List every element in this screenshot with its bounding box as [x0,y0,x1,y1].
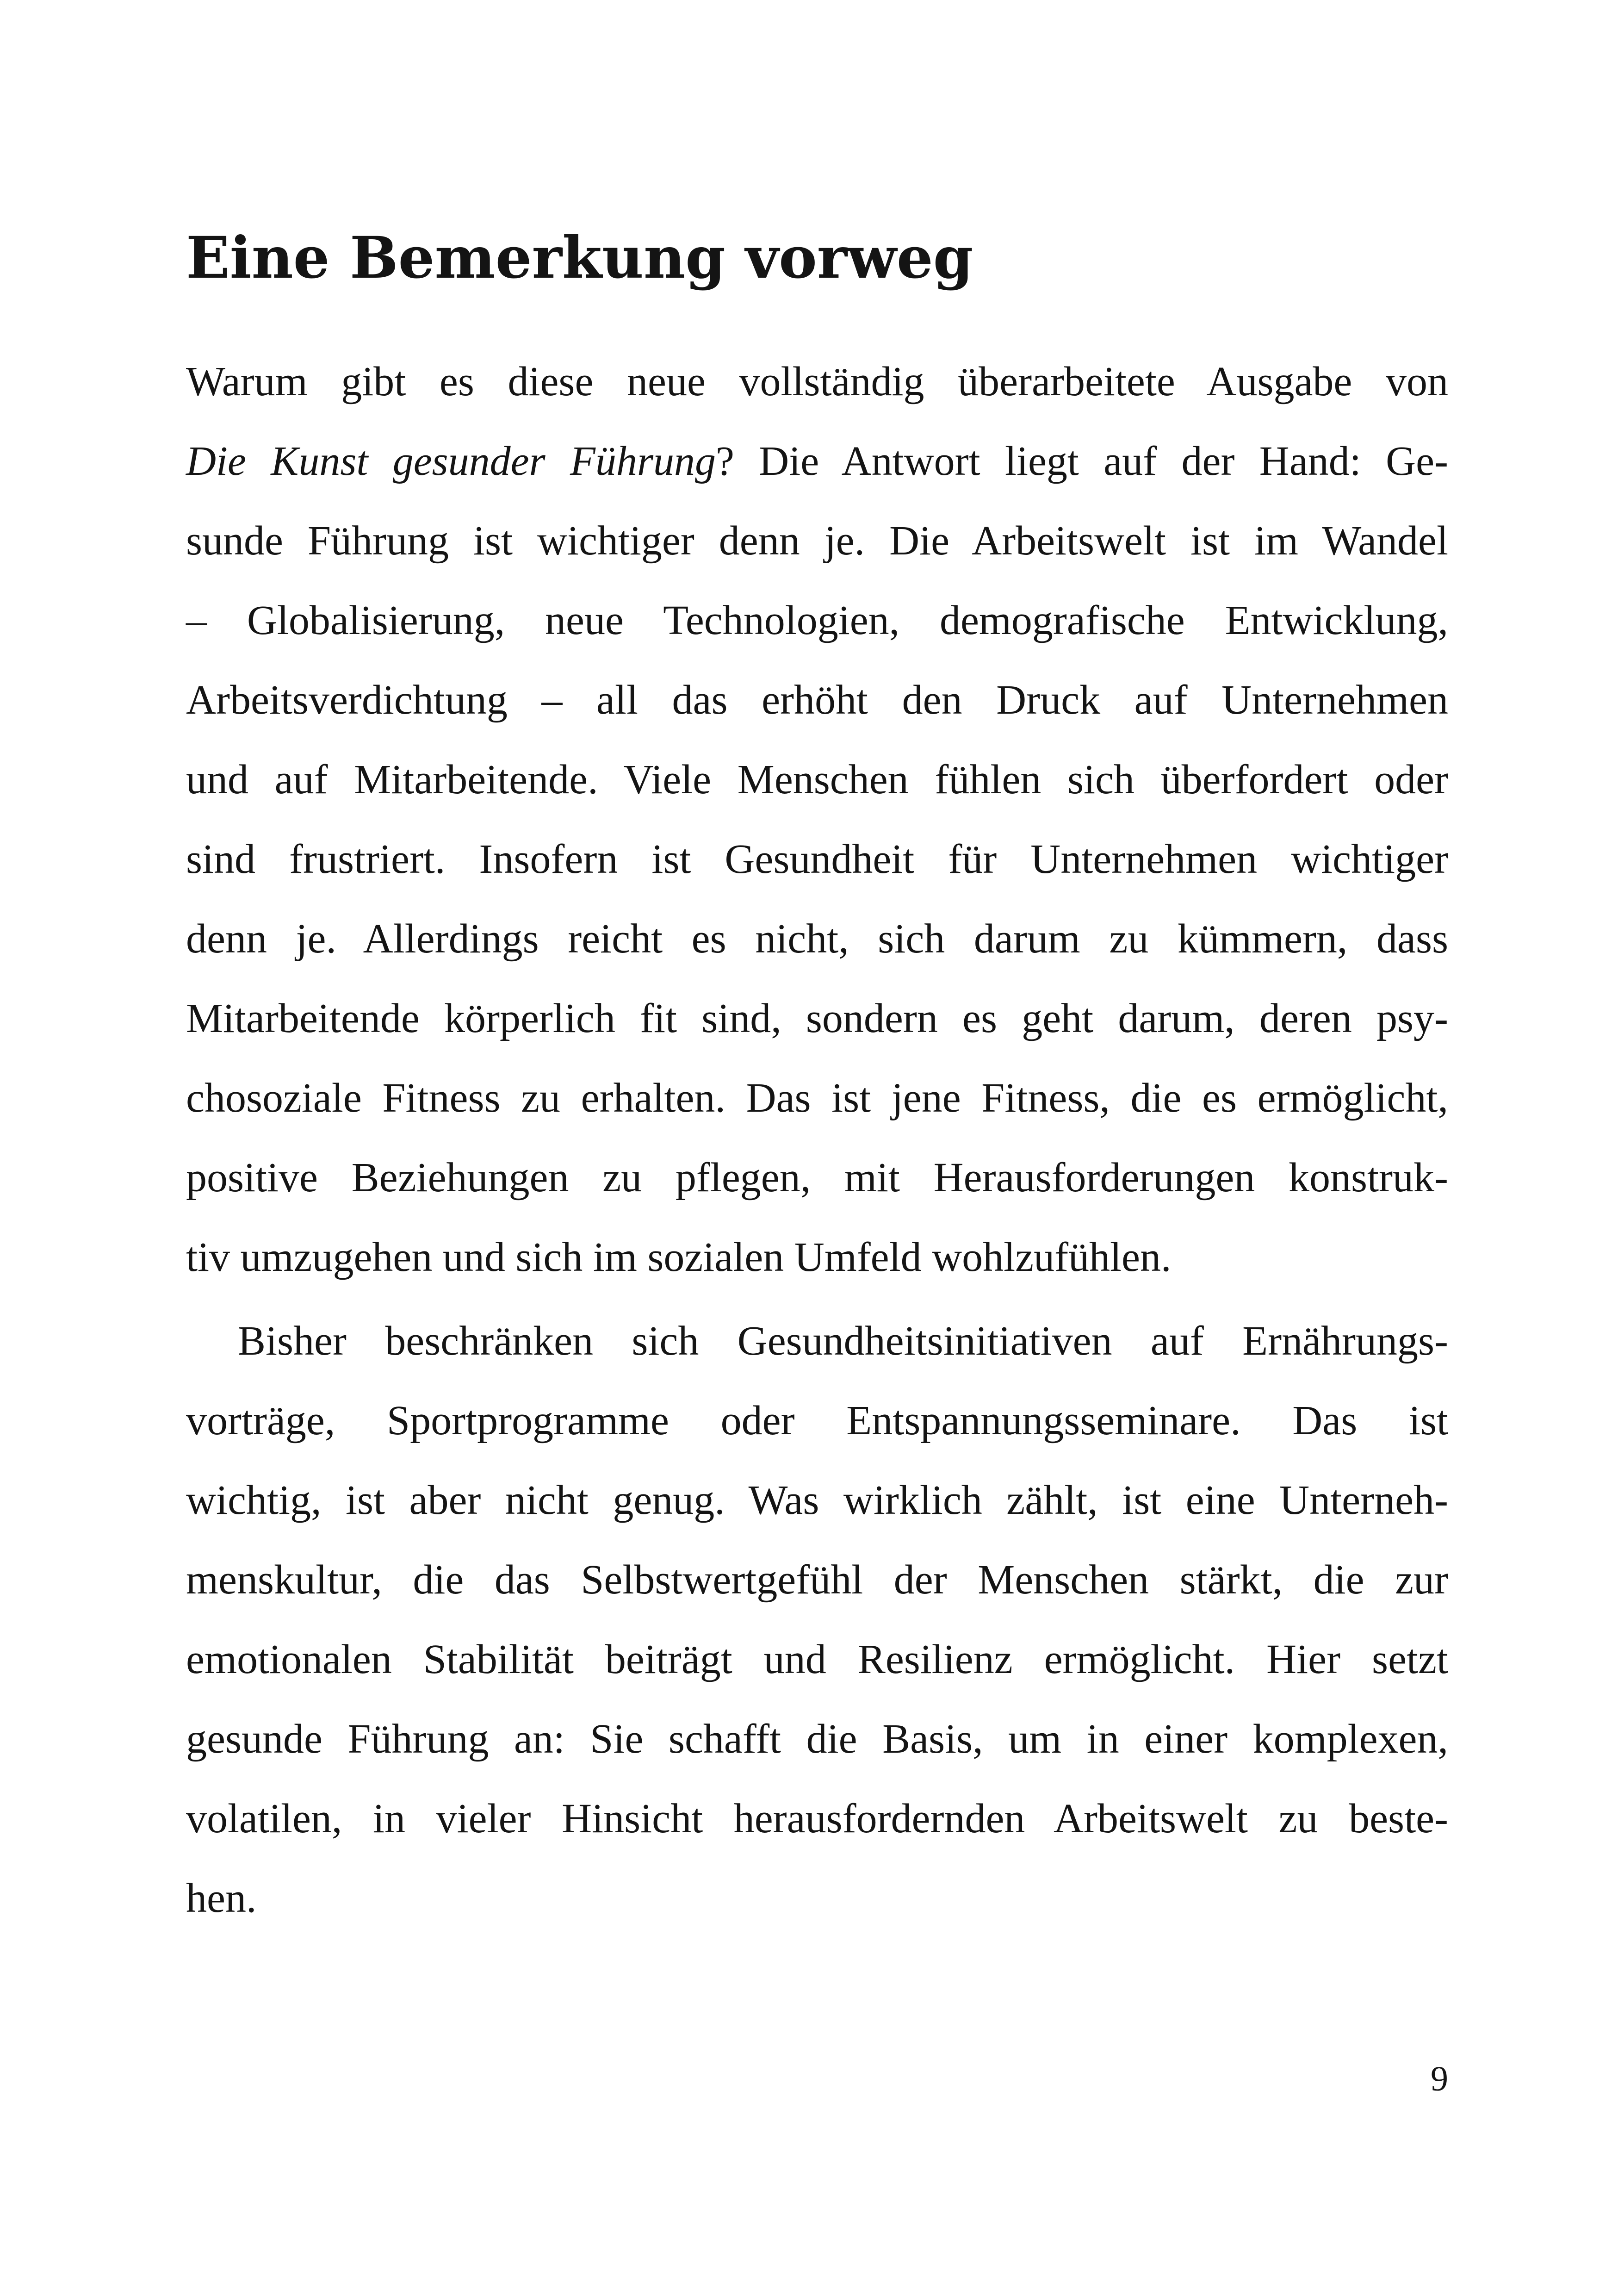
paragraph-line: Bisher beschränken sich Gesundheitsinitiativen auf Ernährungs- [238,1318,1448,1364]
paragraph-line: denn je. Allerdings reicht es nicht, sich darum zu kümmern, dass [186,916,1448,962]
page-number: 9 [1431,2060,1448,2098]
paragraph-line: tiv umzugehen und sich im sozialen Umfeld wohlzufühlen. [186,1234,1172,1280]
paragraph-line: – Globalisierung, neue Technologien, demografische Entwicklung, [186,597,1448,643]
chapter-heading: Eine Bemerkung vorweg [186,224,973,292]
paragraph-line: und auf Mitarbeitende. Viele Menschen fühlen sich überfordert oder [186,757,1448,803]
paragraph-line: chosoziale Fitness zu erhalten. Das ist jene Fitness, die es ermöglicht, [186,1075,1448,1121]
book-title-italic: Die Kunst gesunder Führung [186,438,716,484]
paragraph-line: sind frustriert. Insofern ist Gesundheit für Unternehmen wichtiger [186,836,1448,882]
paragraph-line: emotionalen Stabilität beiträgt und Resilienz ermöglicht. Hier setzt [186,1636,1448,1682]
paragraph-line: Arbeitsverdichtung – all das erhöht den Druck auf Unternehmen [186,677,1448,723]
paragraph-line: volatilen, in vieler Hinsicht herausfordernden Arbeitswelt zu beste- [186,1796,1448,1842]
paragraph-line: hen. [186,1875,257,1921]
paragraph-line: positive Beziehungen zu pflegen, mit Herausforderungen konstruk- [186,1155,1448,1201]
paragraph-line: sunde Führung ist wichtiger denn je. Die Arbeitswelt ist im Wandel [186,518,1448,564]
paragraph-line: wichtig, ist aber nicht genug. Was wirklich zählt, ist eine Unterneh- [186,1477,1448,1523]
paragraph-line: menskultur, die das Selbstwertgefühl der Menschen stärkt, die zur [186,1557,1448,1603]
paragraph-line: gesunde Führung an: Sie schafft die Basis, um in einer komplexen, [186,1716,1448,1762]
paragraph-line [186,436,1448,487]
paragraph-line: vorträge, Sportprogramme oder Entspannungsseminare. Das ist [186,1398,1448,1444]
paragraph-line: Mitarbeitende körperlich fit sind, sondern es geht darum, deren psy- [186,996,1448,1041]
paragraph-line-rest: ? Die Antwort liegt auf der Hand: Ge- [716,438,1448,484]
paragraph-line: Warum gibt es diese neue vollständig überarbeitete Ausgabe von [186,359,1448,404]
